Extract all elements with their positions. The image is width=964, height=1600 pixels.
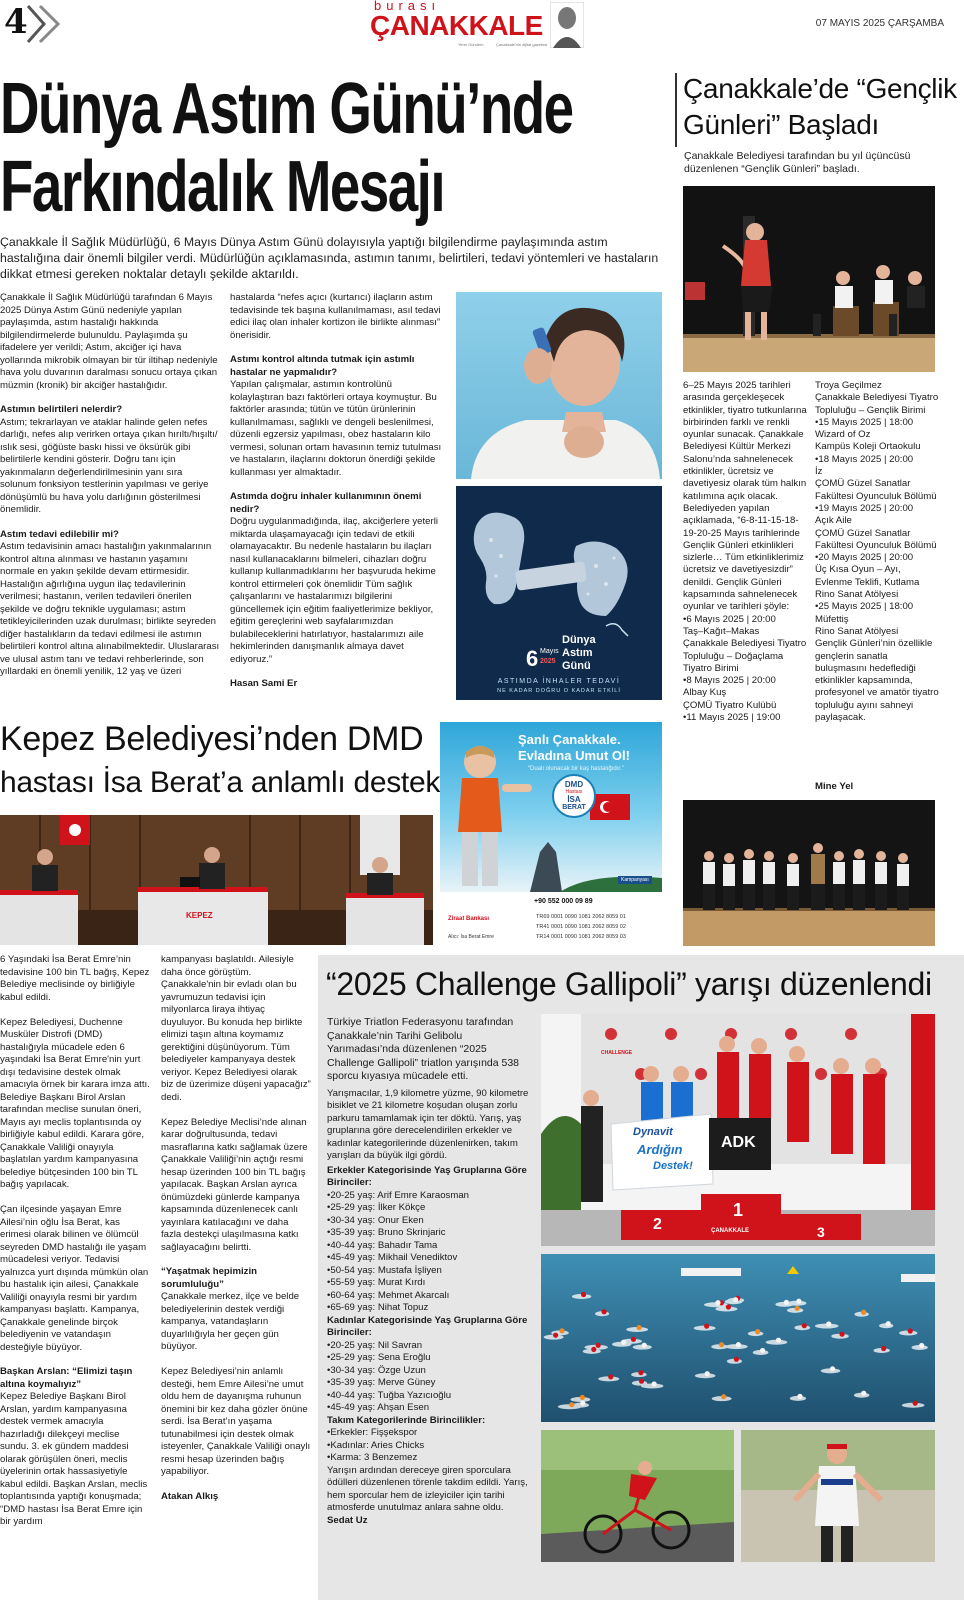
logo	[370, 0, 585, 52]
dmd-badge-line4: BERAT	[562, 804, 586, 811]
swim-cap	[886, 1321, 891, 1326]
age-group-label: •45-49 yaş:	[327, 1252, 378, 1263]
youth-lead: Çanakkale Belediyesi tarafından bu yıl üçüncüsü düzenlenen “Gençlik Günleri” başladı.	[684, 150, 911, 175]
swim-cap	[580, 1395, 585, 1400]
swim-cap	[839, 1332, 844, 1337]
logo-top-text: burası	[374, 0, 441, 13]
age-group-label: •20-25 yaş:	[327, 1189, 378, 1201]
age-group-label: •65-69 yaş:	[327, 1302, 378, 1313]
list-item: •Kadınlar: Aries Chicks	[327, 1439, 425, 1451]
age-group-label: •55-59 yaş:	[327, 1277, 378, 1288]
podium-number-1: 1	[733, 1200, 744, 1220]
swim-cap	[795, 1306, 800, 1311]
dmd-poster-bank: Ziraat Bankası	[448, 916, 490, 922]
list-item	[327, 1277, 531, 1290]
age-group-name: Mustafa İşliyen	[377, 1264, 442, 1276]
list-item	[327, 1290, 531, 1303]
asthma-title	[0, 69, 670, 227]
asthma-subheading: Astımın belirtileri nelerdir?	[0, 404, 123, 415]
dmd-poster-quote: “Dualı olunacak bir kaş hastalığıdır.”	[528, 766, 624, 772]
article-signature: Atakan Alkış	[161, 1490, 219, 1502]
list-item	[327, 1402, 531, 1415]
logo-small-left: Yerel Gündem	[458, 42, 484, 47]
dmd-poster-phone: +90 552 000 09 89	[534, 898, 593, 905]
dmd-subheading: Başkan Arslan: “Elimizi taşın altına koymalıyız”	[0, 1366, 133, 1390]
list-item	[327, 1215, 531, 1228]
swim-cap	[569, 1402, 574, 1407]
asthma-col1-paragraph: Astım; tekrarlayan ve ataklar halinde gelen nefes darlığı, nefes alıp verirken ortaya çıkan hırıltı/hışıltı/ıslık sesi, göğüste baskı hissi ve öksürük gibi belirtilerle kendini gösterir. Doğru tanı için yakınmaların değerlendirilmesinin yanı sıra solunum fonksiyon testlerinin yapılması ve geriye dönüşümlü bu hava yolu darlığının gösterilmesi önemlidir.	[0, 416, 218, 515]
poster-title-2: Astım	[562, 647, 593, 659]
cyclist-photo	[541, 1430, 734, 1562]
challenge-text	[327, 1016, 531, 1600]
youth-column-1: 6–25 Mayıs 2025 tarihleri arasında gerçekleşecek etkinlikler, tiyatro tutkunlarına birbirinden farklı ve renkli oyunlar sunacak. Çanakkale Belediyesi Kültür Merkezi Salonu’nda sahnelenecek etkinlikler, ücretsiz ve davetiyesiz olarak tüm halkın katılımına açık olacak. Belediyeden yapılan açıklamada, “6-8-11-15-18-19-20-25 Mayıs tarihlerinde Gençlik Günleri etkinlikleri sizlerle… Tüm etkinliklerimiz ücretsiz ve davetiyesizdir” denildi. Gençlik Günleri kapsamında sahnelenecek oyunlar ve tarihleri şöyle: •6 Mayıs 2025 | 20:00 Taş–Kağıt–Makas Çanakkale Belediyesi Tiyatro Topluluğu – Doğaçlama Tiyatro Birimi •8 Mayıs 2025 | 20:00 Albay Kuş ÇOMÜ Tiyatro Kulübü •11 Mayıs 2025 | 19:00	[683, 380, 807, 724]
youth-column-2: Troya Geçilmez Çanakkale Belediyesi Tiyatro Topluluğu – Gençlik Birimi •15 Mayıs 2025 | 18:00 Wizard of Oz Kampüs Koleji Ortaokulu •18 Mayıs 2025 | 20:00 İz ÇOMÜ Güzel Sanatlar Fakültesi Oyunculuk Bölümü •19 Mayıs 2025 | 20:00 Açık Aile ÇOMÜ Güzel Sanatlar Fakültesi Oyunculuk Bölümü •20 Mayıs 2025 | 20:00 Üç Kısa Oyun – Ayı, Evlenme Teklifi, Kutlama Rino Sanat Atölyesi •25 Mayıs 2025 | 18:00 Müfettiş Rino Sanat Atölyesi Gençlik Günleri’nin özellikle gençlerin sanatla buluşmasını hedeflediği etkinlikler kapsamında, profesyonel ve amatör tiyatro topluluğu ayını sahneyi paylaşacak.	[815, 380, 939, 724]
podium-number-2: 2	[653, 1216, 662, 1233]
age-group-name: Bruno Skrinjaric	[377, 1227, 446, 1238]
age-group-label: •30-34 yaş:	[327, 1214, 378, 1226]
swim-cap	[881, 1346, 886, 1351]
runner-photo	[741, 1430, 935, 1562]
swim-cap	[642, 1343, 647, 1348]
age-group-name: Tuğba Yazıcıoğlu	[377, 1389, 452, 1401]
swim-cap	[830, 1366, 835, 1371]
banner-text-2: Ardığın	[637, 1142, 683, 1157]
age-group-name: Sena Eroğlu	[377, 1352, 431, 1363]
challenge-closing	[327, 1465, 531, 1528]
dmd-badge-line1: DMD	[564, 780, 584, 789]
asthma-col1-paragraph: Astım tedavisinin amacı hastalığın yakınmalarının kontrol altına alınması ve hastanın yaşamını normale en yakın şekilde devam ettirmesidir. Hastalığın ağırlığına uygun ilaç tedavilerinin verilmesi; hastanın, verilen tedavileri önerilen şekilde ve doğru teknikle uygulaması; astım tetikleyicilerinden uzak durulması; birlikte seyreden diğer hastalıkların da tedavi edilmesi ile astımın belirtileri kontrol altına alınabilmektedir. Uluslararası ve ulusal astım tanı ve tedavi rehberlerinde, son yıllardaki en önemli yenilik, 12 yaş ve üzeri	[0, 541, 220, 677]
podium-label: ÇANAKKALE	[711, 1228, 749, 1234]
age-group-label: •20-25 yaş:	[327, 1339, 378, 1351]
list-item	[327, 1240, 531, 1253]
swim-cap	[796, 1299, 801, 1304]
swim-cap	[638, 1370, 643, 1375]
swim-cap	[776, 1338, 781, 1343]
list-item	[327, 1252, 531, 1265]
swim-cap	[652, 1381, 657, 1386]
age-group-label: •40-44 yaş:	[327, 1239, 378, 1251]
asthma-subheading: Astımda doğru inhaler kullanımının önemi nedir?	[230, 491, 422, 515]
dmd-title	[0, 717, 441, 809]
age-group-label: •50-54 yaş:	[327, 1264, 378, 1276]
page-header	[0, 0, 964, 52]
banner-text-3: Destek!	[653, 1160, 693, 1172]
swim-cap	[913, 1401, 918, 1406]
age-group-name: Merve Güney	[377, 1377, 436, 1388]
backdrop-label: CHALLENGE	[601, 1050, 633, 1056]
youth-title-line2: Günleri” Başladı	[683, 109, 879, 140]
swim-cap	[639, 1379, 644, 1384]
dmd-title-line2: hastası İsa Berat’a anlamlı destek	[0, 766, 441, 799]
swim-cap	[637, 1325, 642, 1330]
podium-photo	[541, 1014, 935, 1246]
age-group-label: •35-39 yaş:	[327, 1227, 378, 1238]
age-group-label: •60-64 yaş:	[327, 1289, 378, 1301]
asthma-lead: Çanakkale İl Sağlık Müdürlüğü, 6 Mayıs Dünya Astım Günü dolayısıyla yaptığı bilgilendirme paylaşımında astım hastalığına dair önemli bilgiler verdi. Müdürlüğün açıklamasında, astımın tanımı, belirtileri, tedavi yöntemleri ve hastaların dikkat etmesi gereken noktalar detaylı şekilde aktarıldı.	[0, 235, 659, 281]
age-group-label: •40-44 yaş:	[327, 1389, 378, 1401]
dmd-badge-line3: İSA	[567, 795, 581, 804]
age-group-label: •45-49 yaş:	[327, 1402, 378, 1413]
swim-cap	[861, 1310, 866, 1315]
swim-cap	[631, 1337, 636, 1342]
age-group-name: Mehmet Akarcalı	[377, 1289, 450, 1301]
dmd-poster-iban-3: TR14 0001 0090 1081 2062 8059 03	[536, 934, 626, 940]
challenge-women-list	[327, 1340, 531, 1415]
swim-cap	[559, 1328, 564, 1333]
stage-photo-dancer	[683, 186, 935, 372]
logo-small-right: Çanakkale'nin dijital gazetesi	[496, 42, 548, 47]
challenge-title: “2025 Challenge Gallipoli” yarışı düzenlendi	[326, 966, 932, 1002]
dmd-poster-iban-1: TR69 0001 0090 1081 2062 8059 01	[536, 914, 626, 920]
swim-cap	[704, 1324, 709, 1329]
asthma-day-poster	[456, 486, 662, 700]
swim-cap	[733, 1297, 738, 1302]
asthma-column-2	[230, 292, 445, 712]
dmd-column-1	[0, 954, 150, 1600]
poster-slogan-1: ASTIMDA İNHALER TEDAVİ	[497, 678, 621, 685]
dmd-col1-paragraph: Kepez Belediye Başkanı Birol Arslan, yardım kampanyasına destek vermek amacıyla hazırladığı dilekçeyi meclise sundu. 3. ek gündem maddesi olarak görüşülen öneri, meclis üyelerinin ortak hassasiyetiyle kabul edildi. Başkan Arslan, meclis toplantısında yaptığı konuşmada; “DMD hastası İsa Berat Emre için bir yardım	[0, 1391, 148, 1527]
dmd-col1-paragraph: 6 Yaşındaki İsa Berat Emre’nin tedavisine 100 bin TL bağış, Kepez Belediye meclisinde oy birliğiyle kabul edildi. Kepez Belediyesi, Duchenne Musküler Distrofi (DMD) hastalığıyla mücadele eden 6 yaşındaki İsa Berat Emre'nin yurt dışı tedavisine destek olmak amacıyla örnek bir karara imza attı. Belediye Başkanı Birol Arslan tarafından meclise sunulan öneri, Mayıs ayı meclis toplantısında oy birliğiyle kabul edildi. Karara göre, Çanakkale Valiliği onayıyla başlatılan yardım kampanyasına belediye bütçesinden 100 bin TL bağış yapılacak. Çan ilçesinde yaşayan Emre Ailesi’nin oğlu İsa Berat, kas erimesi olarak bilinen ve ölümcül seyreden DMD hastalığı ile yaşam mücadelesi veriyor. Tedavisi yalnızca yurt dışında mümkün olan bu hastalık için ailesi, Çanakkale Valiliği onayıyla resmi bir yardım kampanyası başlattı. Kampanya, Çanakkale genelinde birçok belediyenin ve vatandaşın desteğiyle büyüyor.	[0, 954, 150, 1353]
list-item: •Karma: 3 Benzemez	[327, 1452, 418, 1463]
challenge-lead: Türkiye Triatlon Federasyonu tarafından Çanakkale’nin Tarihi Gelibolu Yarımadası’nda düzenlenen “2025 Challenge Gallipoli” triatlon yarışında 538 sporcu kıyasıya mücadele etti.	[327, 1016, 520, 1082]
dmd-poster-iban-2: TR41 0001 0090 1081 2062 8059 02	[536, 924, 626, 930]
challenge-men-list	[327, 1190, 531, 1315]
list-item	[327, 1190, 531, 1203]
youth-title-line1: Çanakkale’de “Gençlik	[683, 73, 957, 104]
age-group-name: Özge Uzun	[377, 1364, 426, 1376]
dmd-poster-subtitle: Evladına Umut Ol!	[518, 748, 630, 763]
swim-cap	[719, 1342, 724, 1347]
article-signature: Sedat Uz	[327, 1514, 368, 1526]
challenge-team-header: Takım Kategorilerinde Birincilikler:	[327, 1414, 486, 1426]
issue-date: 07 MAYIS 2025 ÇARŞAMBA	[815, 18, 944, 29]
stage-photo-cast	[683, 800, 935, 946]
swim-cap	[721, 1394, 726, 1399]
dmd-poster-title: Şanlı Çanakkale.	[518, 732, 621, 747]
banner-text-1: Dynavit	[633, 1126, 673, 1138]
swim-cap	[919, 1343, 924, 1348]
swim-cap	[580, 1401, 585, 1406]
dmd-badge-line2: Hastası	[565, 789, 583, 795]
swim-cap	[705, 1371, 710, 1376]
dmd-title-line1: Kepez Belediyesi’nden DMD	[0, 720, 424, 758]
portrait-silhouette-icon	[550, 2, 584, 48]
dmd-campaign-poster	[440, 722, 662, 946]
swim-cap	[734, 1357, 739, 1362]
age-group-name: Bahadır Tama	[377, 1239, 438, 1251]
asthma-column-1	[0, 292, 220, 712]
asthma-subheading: Astım tedavi edilebilir mi?	[0, 528, 119, 540]
dmd-col2-paragraph: Çanakkale merkez, ilçe ve belde belediyelerinin destek verdiği kampanya, vatandaşların duyarlılığıyla her geçen gün büyüyor. Kepez Belediyesi’nin anlamlı desteği, hem Emre Ailesi’ne umut oldu hem de dayanışma ruhunun önemini bir kez daha gözler önüne serdi. İsa Berat’ın yaşama tutunabilmesi için destek olmak isteyenler, Çanakkale Valiliği onaylı resmi hesap üzerinden bağış yapabiliyor.	[161, 1291, 311, 1477]
list-item	[327, 1202, 531, 1215]
poster-day: 6	[526, 646, 539, 671]
age-group-name: Mikhail Venediktov	[377, 1252, 458, 1263]
swim-cap	[784, 1300, 789, 1305]
poster-year: 2025	[540, 658, 556, 665]
swim-cap	[861, 1391, 866, 1396]
list-item	[327, 1352, 531, 1365]
inhaler-photo	[456, 292, 662, 479]
asthma-col2-paragraph: Doğru uygulanmadığında, ilaç, akciğerlere yeterli miktarda ulaşamayacağı için tedavi de etkili olamayacaktır. Bu nedenle hastaların bu ilaçları nasıl kullanacaklarını bilmeleri, cihazları doğru kullanıp kullanmadıklarını her başvuruda hekime kontrol ettirmeleri çok önemlidir Tüm sağlık çalışanlarını ve hastalarımızı bilgilerini güncellemek için eğitim faaliyetlerimize bekliyor, eğitim gereçlerini web sayfalarımızdan bulabileceklerini hatırlatıyor, hastalarımızı aile hekimlerinden danışmanlık almaya davet ediyoruz.”	[230, 516, 438, 665]
swim-cap	[621, 1340, 626, 1345]
page-number: 4	[4, 2, 28, 42]
challenge-men-header: Erkekler Kategorisinde Yaş Gruplarına Göre Birinciler:	[327, 1164, 527, 1188]
table-label: KEPEZ	[186, 911, 213, 920]
dmd-badge	[552, 774, 596, 818]
dmd-col2-paragraph: kampanyası başlatıldı. Ailesiyle daha önce görüştüm. Çanakkale'nin bir evladı olan bu yavrumuzun tedavisi için milyonlarca liraya ihtiyaç duyuluyor. Bu konuda hep birlikte elimizi taşın altına koymamız gerektiğini düşünüyorum. Tüm belediyeler kampanyaya destek veriyor. Kepez Belediyesi olarak biz de üzerimize düşeni yapacağız” dedi. Kepez Belediye Meclisi’nde alınan karar doğrultusunda, tedavi masraflarına katkı sağlamak üzere Çanakkale Valiliği’nin açtığı resmi hesap üzerinden 100 bin TL bağış yapılacak. Başkan Arslan ayrıca önümüzdeki günlerde kampanya kapsamında düzenlenecek canlı yayınlara katılacağını ve daha fazla destekçi ulaşılmasına katkı sağlayacağını belirtti.	[161, 954, 311, 1253]
age-group-label: •30-34 yaş:	[327, 1364, 378, 1376]
swim-cap	[591, 1347, 596, 1352]
section-divider	[675, 73, 677, 147]
swim-cap	[726, 1304, 731, 1309]
asthma-col1-paragraph: Çanakkale İl Sağlık Müdürlüğü tarafından 6 Mayıs 2025 Dünya Astım Günü nedeniyle yapılan paylaşımda, astım hastalığı hakkında bilgilendirmelerde bulunuldu. Paylaşımda şu ifadelere yer verildi; Astım, akciğer içi hava yollarında mikrobik olmayan bir tür iltihap nedeniyle hava yolu duvarının daralması sonucu ortaya çıkan müzmin (kronik) bir akciğer hastalığıdır.	[0, 292, 218, 391]
asthma-subheading: Astımı kontrol altında tutmak için astımlı hastalar ne yapmalıdır?	[230, 354, 415, 378]
swim-cap	[826, 1321, 831, 1326]
list-item	[327, 1227, 531, 1240]
poster-slogan-2: NE KADAR DOĞRU O KADAR ETKİLİ	[497, 688, 621, 694]
logo-main-text: ÇANAKKALE	[370, 10, 543, 41]
age-group-name: Nil Savran	[377, 1339, 423, 1351]
swim-cap	[608, 1374, 613, 1379]
banner-brand: ADK	[721, 1134, 756, 1151]
dmd-subheading: “Yaşatmak hepimizin sorumluluğu”	[161, 1266, 257, 1290]
swim-cap	[602, 1309, 607, 1314]
swim-cap	[736, 1342, 741, 1347]
swim-cap	[908, 1328, 913, 1333]
age-group-name: Arif Emre Karaosman	[377, 1189, 469, 1201]
asthma-title-line2: Farkındalık Mesajı	[0, 147, 445, 227]
poster-title-3: Günü	[562, 660, 591, 672]
age-group-label: •25-29 yaş:	[327, 1202, 378, 1213]
swim-cap	[797, 1394, 802, 1399]
list-item	[327, 1340, 531, 1353]
asthma-col2-paragraph: hastalarda “nefes açıcı (kurtarıcı) ilaçların astım tedavisinde tek başına kullanılmaması, asıl tedavi edici ilaç olan inhaler kortizon ile birlikte alınması” önerisidir.	[230, 292, 441, 341]
dmd-poster-account: Alıcı: İsa Berat Emre	[448, 934, 494, 940]
list-item	[327, 1302, 531, 1315]
swim-cap	[596, 1343, 601, 1348]
age-group-name: Ahşan Esen	[377, 1402, 430, 1413]
age-group-name: İlker Kökçe	[377, 1202, 426, 1213]
article-signature: Mine Yel	[815, 781, 854, 792]
swim-cap	[760, 1348, 765, 1353]
swim-cap	[802, 1323, 807, 1328]
age-group-label: •35-39 yaş:	[327, 1377, 378, 1388]
swim-cap	[581, 1292, 586, 1297]
council-meeting-photo	[0, 815, 433, 945]
asthma-title-line1: Dünya Astım Günü’nde	[0, 69, 573, 149]
swim-cap	[715, 1300, 720, 1305]
poster-title-1: Dünya	[562, 634, 596, 646]
age-group-name: Murat Kırdı	[377, 1277, 426, 1288]
challenge-paragraph: Yarışmacılar, 1,9 kilometre yüzme, 90 kilometre bisiklet ve 21 kilometre koşudan oluşan zorlu parkuru tamamlamak için ter döktü. Yarış, yaş gruplarına göre derecelendirilen erkekler ve kadınlar kategorilerinde düzenlenirken, takım yarışları da büyük ilgi gördü.	[327, 1087, 529, 1161]
challenge-women-header: Kadınlar Kategorisinde Yaş Gruplarına Göre Birinciler:	[327, 1314, 528, 1338]
asthma-col2-paragraph: Yapılan çalışmalar, astımın kontrolünü kolaylaştıran bazı faktörleri ortaya koymuştur. Bu faktörler arasında; tütün ve tütün ürünlerinin kullanılmaması, sağlıklı ve dengeli beslenilmesi, düzenli egzersiz yapılması, obez hastaların kilo vermesi, solunan ortam havasının temiz tutulması ve hastaların, ilaçlarını doktorun önerdiği şekilde kullanması yer almaktadır.	[230, 379, 442, 478]
age-group-name: Onur Eken	[377, 1214, 424, 1226]
swimmers-photo	[541, 1254, 935, 1422]
list-item: •Erkekler: Fişşekspor	[327, 1427, 418, 1438]
article-signature: Hasan Sami Er	[230, 678, 298, 689]
list-item	[327, 1390, 531, 1403]
age-group-name: Nihat Topuz	[377, 1302, 429, 1313]
challenge-team-list	[327, 1427, 531, 1465]
list-item	[327, 1377, 531, 1390]
age-group-label: •25-29 yaş:	[327, 1352, 378, 1363]
challenge-closing-text: Yarışın ardından dereceye giren sporculara ödülleri düzenlenen törenle takdim edildi. Yarış, hem sporcular hem de izleyiciler için tarihi atmosferde unutulmaz anlara sahne oldu.	[327, 1464, 528, 1513]
swim-cap	[553, 1333, 558, 1338]
list-item	[327, 1365, 531, 1378]
dmd-poster-label: Kampanyası	[618, 876, 652, 884]
dmd-column-2	[161, 954, 311, 1600]
chevron-right-icon	[24, 4, 64, 44]
list-item	[327, 1265, 531, 1278]
swim-cap	[755, 1329, 760, 1334]
poster-month: Mayıs	[540, 648, 559, 655]
podium-number-3: 3	[817, 1224, 825, 1240]
